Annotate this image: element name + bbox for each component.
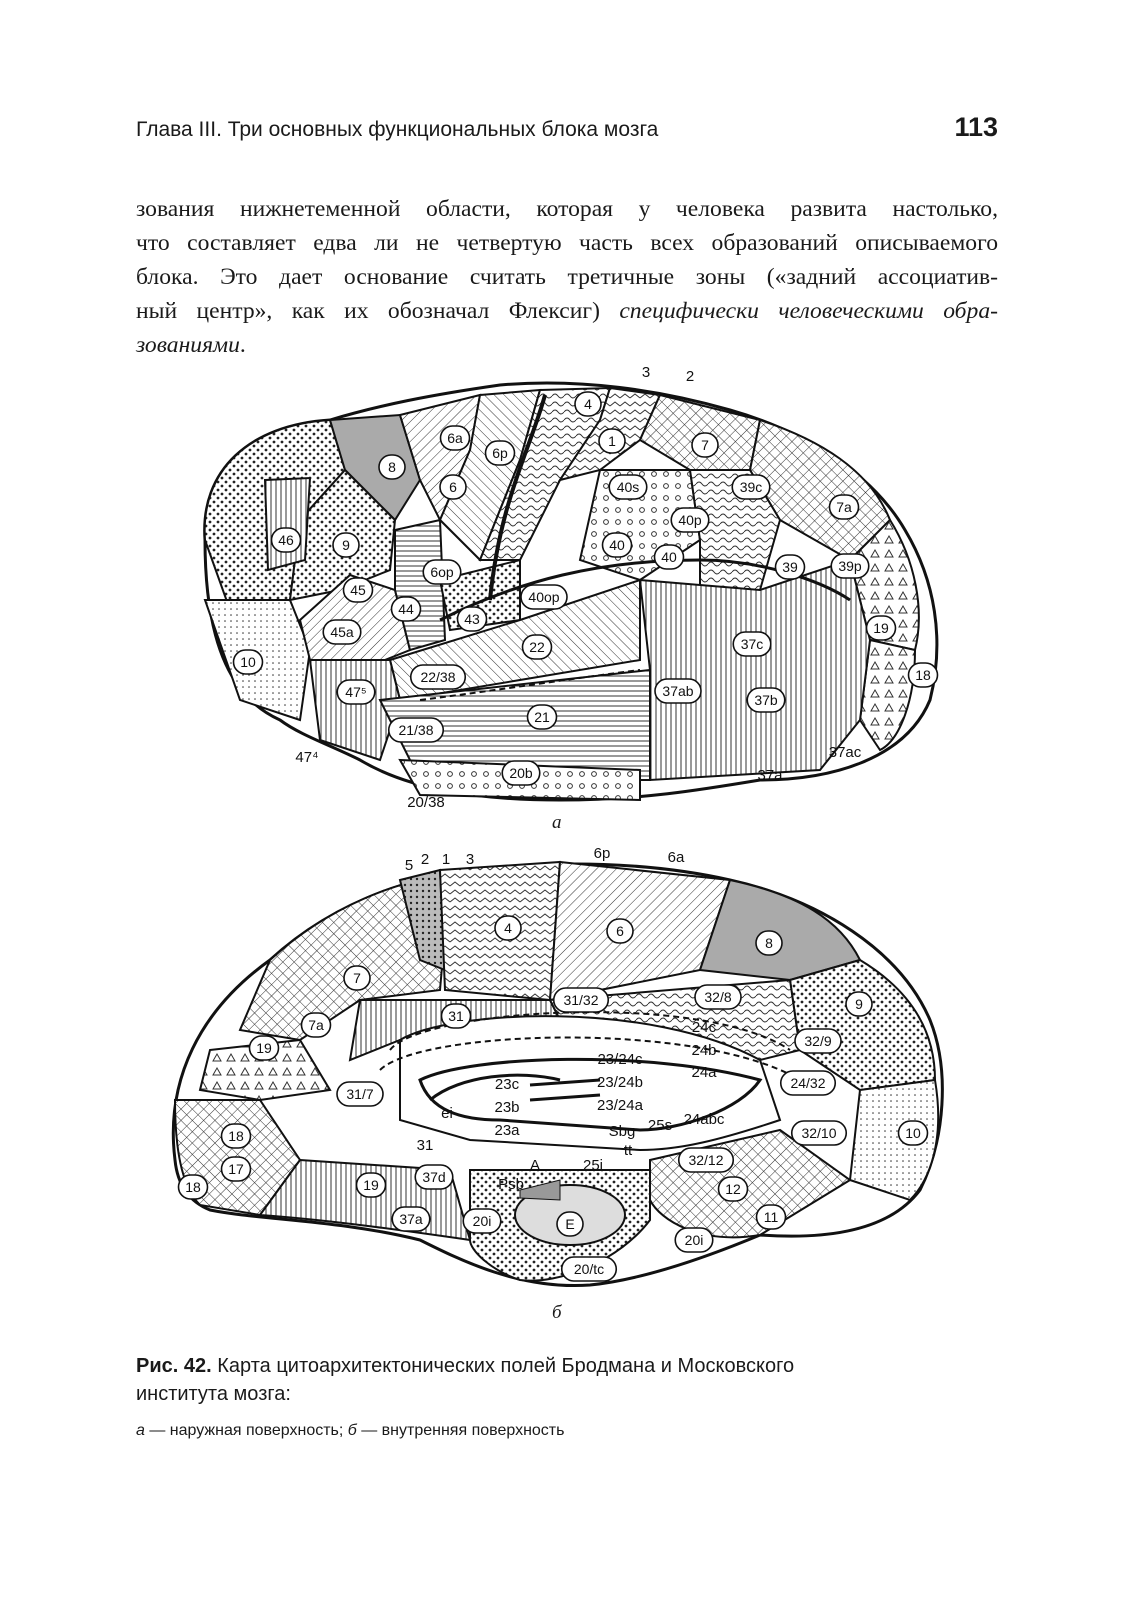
svg-text:19: 19 [873,620,889,636]
svg-text:18: 18 [185,1179,201,1195]
text-line-4-plain: ный центр», как их обозначал Флексиг) [136,298,620,324]
field-label-b [357,1173,386,1197]
field-label-a [867,616,896,640]
svg-text:7: 7 [701,437,709,453]
outer-label-a: 2 [685,368,695,385]
svg-text:21/38: 21/38 [398,722,434,738]
brain-map-lateral [180,365,960,825]
svg-text:7a: 7a [836,499,852,515]
field-label-b [222,1157,251,1181]
inner-label-b: 24abc [683,1111,725,1128]
field-label-b [392,1207,430,1231]
outer-label-a: 20/38 [407,794,445,811]
top-label-b: 5 [404,857,414,874]
region-46 [265,478,310,570]
svg-text:32/12: 32/12 [688,1152,724,1168]
inner-label-b: 31 [416,1137,434,1154]
text-line-5-end: . [239,332,246,358]
svg-text:37ab: 37ab [662,683,694,699]
field-label-a [521,585,567,609]
inner-label-b: 24b [691,1042,717,1059]
svg-text:39: 39 [782,559,798,575]
svg-text:37c: 37c [740,636,764,652]
field-label-b [415,1165,453,1189]
region-8-medial [700,880,860,980]
svg-text:21: 21 [534,709,550,725]
svg-text:37a: 37a [399,1211,423,1227]
field-label-a [441,426,470,450]
field-label-a [458,607,487,631]
top-label-b: 6p [593,845,611,862]
field-label-a [502,761,540,785]
field-label-a [389,718,444,742]
svg-text:E: E [565,1216,575,1232]
field-label-a [732,475,770,499]
field-label-a [747,688,785,712]
field-label-a [528,705,557,729]
inner-label-b: 23a [494,1122,520,1139]
svg-text:9: 9 [342,537,350,553]
field-label-b [679,1148,734,1172]
field-label-a [411,665,466,689]
svg-text:11: 11 [763,1209,779,1225]
svg-text:20/tc: 20/tc [573,1261,605,1277]
field-label-a [609,475,647,499]
svg-text:31: 31 [448,1008,464,1024]
inner-label-b: 23/24b [597,1074,643,1091]
field-label-a [655,679,701,703]
legend-a-letter: а [136,1422,145,1439]
field-label-b [344,966,370,990]
field-label-a [909,663,938,687]
outer-label-a: 37a [757,767,783,784]
figure-a-sublabel: а [552,812,562,833]
field-label-b [719,1177,748,1201]
text-line-5-italic: зованиями [136,332,240,358]
inner-label-b: 24c [691,1019,717,1036]
svg-text:8: 8 [765,935,773,951]
svg-text:32/9: 32/9 [804,1033,832,1049]
svg-text:45a: 45a [330,624,354,640]
caption-text-2: института мозга: [136,1383,291,1405]
field-label-b [781,1071,836,1095]
svg-text:7a: 7a [308,1017,324,1033]
field-label-b [899,1121,928,1145]
svg-text:31/7: 31/7 [346,1086,374,1102]
svg-text:6: 6 [449,479,457,495]
field-label-b [795,1029,841,1053]
field-label-a [392,597,421,621]
running-header [136,112,998,152]
svg-text:4: 4 [504,920,512,936]
svg-text:20i: 20i [472,1213,492,1229]
svg-text:40p: 40p [678,512,702,528]
svg-text:17: 17 [228,1161,244,1177]
svg-text:6: 6 [616,923,624,939]
body-paragraph [136,192,998,362]
field-label-b [557,1212,583,1236]
figure-caption [136,1352,998,1408]
svg-text:6op: 6op [430,564,454,580]
field-label-a [733,632,771,656]
field-label-b [757,1205,786,1229]
figure-legend [136,1422,564,1440]
svg-text:45: 45 [350,582,366,598]
field-label-a [603,533,632,557]
field-label-b [846,992,872,1016]
svg-text:39p: 39p [838,558,862,574]
text-line-3: блока. Это дает основание считать третичные зоны («задний ассоциатив- [136,264,998,290]
svg-text:22: 22 [529,639,545,655]
svg-text:10: 10 [240,654,256,670]
inner-label-b: A [529,1157,541,1174]
legend-b-text: — внутренняя поверхность [356,1422,565,1439]
field-label-b [222,1124,251,1148]
outer-label-a: 3 [641,365,651,381]
text-line-2: что составляет едва ли не четвертую часть всех образований описываемого [136,230,998,256]
svg-text:32/10: 32/10 [801,1125,837,1141]
svg-text:18: 18 [228,1128,244,1144]
top-label-b: 3 [465,851,475,868]
svg-text:47⁵: 47⁵ [345,684,367,700]
field-label-a [830,495,859,519]
field-label-a [337,680,375,704]
svg-text:20i: 20i [684,1232,704,1248]
field-label-b [756,931,782,955]
field-label-a [599,429,625,453]
svg-text:18: 18 [915,667,931,683]
field-label-b [675,1228,713,1252]
field-label-b [463,1209,501,1233]
field-label-a [344,578,373,602]
text-line-4-italic: специфически человеческими обра- [619,298,998,324]
svg-text:24/32: 24/32 [790,1075,826,1091]
text-line-5 [136,328,998,362]
svg-text:8: 8 [388,459,396,475]
field-label-b [250,1036,279,1060]
svg-text:39c: 39c [739,479,763,495]
inner-label-b: ei [441,1105,453,1122]
svg-text:6p: 6p [492,445,508,461]
outer-label-a: 37ac [828,744,862,761]
svg-text:40op: 40op [528,589,560,605]
field-label-a [671,508,709,532]
top-label-b: 1 [441,851,451,868]
svg-text:40s: 40s [616,479,640,495]
svg-text:19: 19 [363,1177,379,1193]
field-label-a [234,650,263,674]
field-label-b [302,1013,331,1037]
legend-b-letter: б [347,1422,357,1439]
field-label-a [423,560,461,584]
inner-label-b: tt [623,1142,633,1159]
svg-text:20b: 20b [509,765,533,781]
field-label-a [323,620,361,644]
field-label-b [442,1004,471,1028]
svg-text:12: 12 [725,1181,741,1197]
field-label-a [575,392,601,416]
svg-text:43: 43 [464,611,480,627]
svg-text:9: 9 [855,996,863,1012]
svg-text:37b: 37b [754,692,778,708]
inner-label-b: Sbg [608,1123,636,1140]
svg-text:4: 4 [584,396,592,412]
chapter-title: Глава III. Три основных функциональных блока мозга [136,118,659,141]
svg-text:37d: 37d [422,1169,446,1185]
field-label-b [337,1082,383,1106]
inner-label-b: 23/24c [597,1051,643,1068]
brain-map-medial [160,840,960,1310]
field-label-b [554,988,609,1012]
caption-text-1: Карта цитоархитектонических полей Бродмана и Московского [211,1355,795,1377]
top-label-b: 6a [667,849,685,866]
text-line-1: зования нижнетеменной области, которая у человека развита настолько, [136,196,998,222]
inner-label-b: Psb [498,1176,524,1193]
field-label-a [831,554,869,578]
inner-label-b: 23c [494,1076,520,1093]
svg-text:40: 40 [661,549,677,565]
svg-text:22/38: 22/38 [420,669,456,685]
svg-text:40: 40 [609,537,625,553]
svg-text:10: 10 [905,1125,921,1141]
svg-text:46: 46 [278,532,294,548]
svg-text:6a: 6a [447,430,463,446]
inner-label-b: 25i [582,1157,604,1174]
field-label-a [440,475,466,499]
field-label-b [792,1121,847,1145]
field-label-a [523,635,552,659]
outer-label-a: 47⁴ [295,749,319,766]
text-line-4 [136,294,998,328]
legend-a-text: — наружная поверхность; [144,1422,348,1439]
field-label-b [607,919,633,943]
field-label-a [776,555,805,579]
svg-text:19: 19 [256,1040,272,1056]
inner-label-b: 24a [691,1064,717,1081]
svg-text:1: 1 [608,433,616,449]
svg-text:32/8: 32/8 [704,989,732,1005]
field-label-b [495,916,521,940]
field-label-a [333,533,359,557]
caption-fig-number: Рис. 42. [136,1355,212,1377]
field-label-b [562,1257,617,1281]
svg-text:31/32: 31/32 [563,992,599,1008]
figure-b-sublabel: б [552,1302,562,1323]
field-label-a [692,433,718,457]
inner-label-b: 23b [494,1099,520,1116]
svg-text:44: 44 [398,601,414,617]
svg-text:7: 7 [353,970,361,986]
page-number: 113 [954,112,998,142]
inner-label-b: 25s [647,1117,673,1134]
field-label-a [486,441,515,465]
field-label-a [272,528,301,552]
inner-label-b: 23/24a [597,1097,643,1114]
field-label-b [179,1175,208,1199]
field-label-a [655,545,684,569]
field-label-a [379,455,405,479]
field-label-b [695,985,741,1009]
top-label-b: 2 [420,851,430,868]
